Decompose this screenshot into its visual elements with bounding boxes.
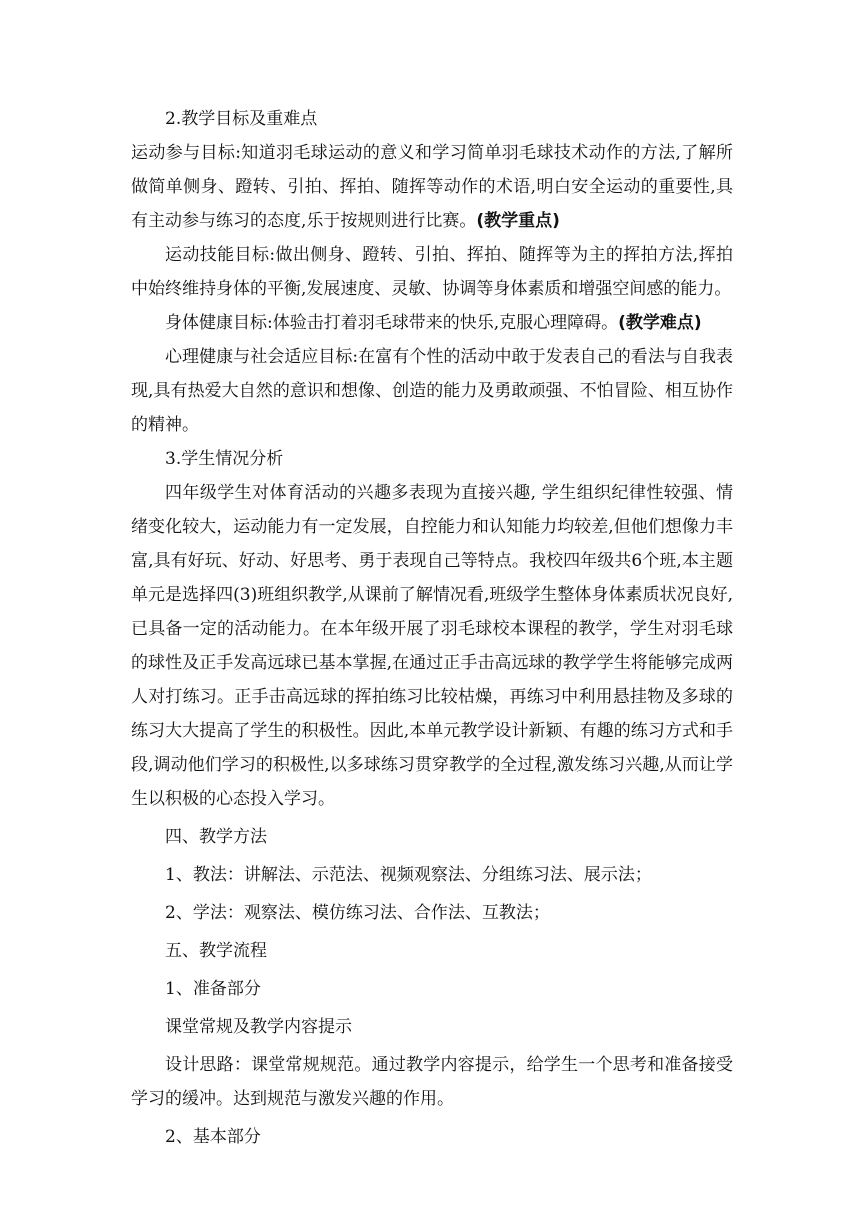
list-item-learning-method: 2、学法：观察法、模仿练习法、合作法、互教法； xyxy=(165,903,550,923)
list-item-teaching-method: 1、教法：讲解法、示范法、视频观察法、分组练习法、展示法； xyxy=(165,865,652,885)
section-heading-teaching-methods: 四、教学方法 xyxy=(165,827,267,847)
paragraph-text: 身体健康目标:体验击打着羽毛球带来的快乐,克服心理障碍。 xyxy=(165,313,619,333)
emphasis-key-point: (教学重点) xyxy=(476,211,560,231)
list-item-basic-part: 2、基本部分 xyxy=(165,1127,261,1147)
paragraph-participation-goal xyxy=(131,136,733,238)
paragraph-mental-goal: 心理健康与社会适应目标:在富有个性的活动中敢于发表自己的看法与自我表现,具有热爱大自然的意识和想像、创造的能力及勇敢顽强、不怕冒险、相互协作的精神。 xyxy=(131,347,733,435)
paragraph-student-analysis: 四年级学生对体育活动的兴趣多表现为直接兴趣, 学生组织纪律性较强、情绪变化较大，运动能力有一定发展，自控能力和认知能力均较差,但他们想像力丰富,具有好玩、好动、好思考、勇于表现自己等特点。我校四年级共6个班,本主题单元是选择四(3)班组织教学,从课前了解情况看,班级学生整体身体素质状况良好,已具备一定的活动能力。在本年级开展了羽毛球校本课程的教学，学生对羽毛球的球性及正手发高远球已基本掌握,在通过正手击高远球的教学学生将能够完成两人对打练习。正手击高远球的挥拍练习比较枯燥，再练习中利用悬挂物及多球的练习大大提高了学生的积极性。因此,本单元教学设计新颖、有趣的练习方式和手段,调动他们学习的积极性,以多球练习贯穿教学的全过程,激发练习兴趣,从而让学生以积极的心态投入学习。 xyxy=(131,483,733,809)
emphasis-difficulty: (教学难点) xyxy=(618,313,702,333)
paragraph-health-goal xyxy=(131,306,733,340)
paragraph-skill-goal: 运动技能目标:做出侧身、蹬转、引拍、挥拍、随挥等为主的挥拍方法,挥拍中始终维持身体的平衡,发展速度、灵敏、协调等身体素质和增强空间感的能力。 xyxy=(131,245,733,299)
section-heading-teaching-process: 五、教学流程 xyxy=(165,941,267,961)
section-heading-teaching-goals: 2.教学目标及重难点 xyxy=(165,109,318,129)
document-body xyxy=(131,102,733,1154)
section-heading-student-analysis: 3.学生情况分析 xyxy=(165,449,284,469)
subheading-classroom-routine: 课堂常规及教学内容提示 xyxy=(165,1017,352,1037)
paragraph-text: 运动参与目标:知道羽毛球运动的意义和学习简单羽毛球技术动作的方法,了解所做简单侧身、蹬转、引拍、挥拍、随挥等动作的术语,明白安全运动的重要性,具有主动参与练习的态度,乐于按规则进行比赛。 xyxy=(131,143,733,231)
list-item-preparation: 1、准备部分 xyxy=(165,979,261,999)
paragraph-design-idea: 设计思路：课堂常规规范。通过教学内容提示，给学生一个思考和准备接受学习的缓冲。达到规范与激发兴趣的作用。 xyxy=(131,1055,733,1109)
